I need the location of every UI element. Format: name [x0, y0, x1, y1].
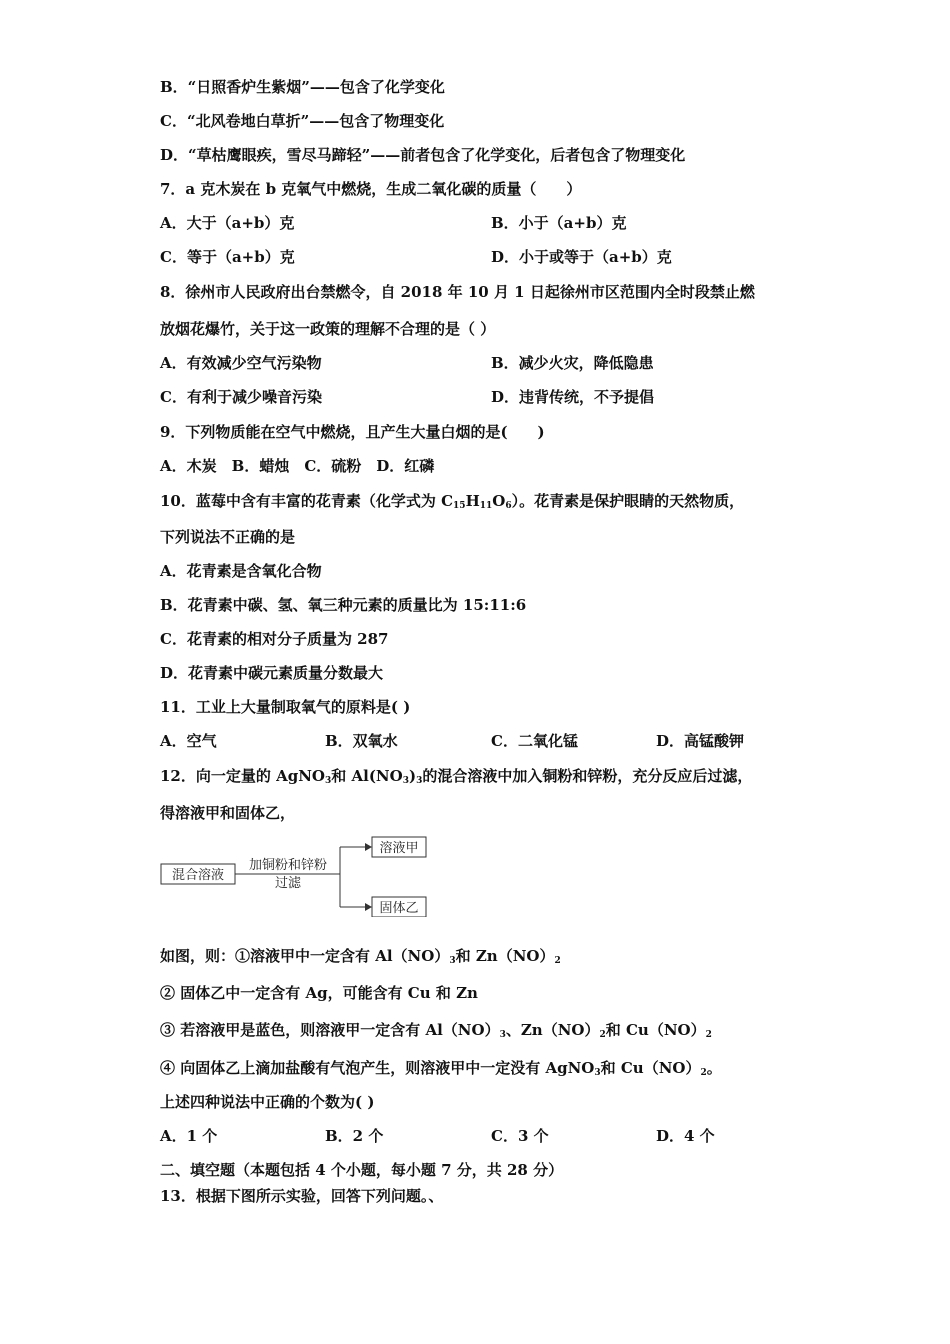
q11-stem: 11．工业上大量制取氧气的原料是( ) [160, 698, 411, 716]
q7-stem: 7．a 克木炭在 b 克氧气中燃烧，生成二氧化碳的质量（ ） [160, 180, 582, 198]
q10-stem-line-1: 10．蓝莓中含有丰富的花青素（化学式为 $C_{15}H_{11}O_6$）。花青素是保护眼睛的天然物质， [160, 492, 745, 511]
q12-stem-line-1: 12．向一定量的 AgNO$_3$和 $Al(NO_3)_3$的混合溶液中加入铜粉和锌粉，充分反应后过滤， [160, 767, 753, 786]
q11-option-d: D．高锰酸钾 [656, 732, 745, 750]
q8-option-a: A．有效减少空气污染物 [160, 354, 322, 372]
section-heading-fill-in: 二、填空题（本题包括 4 个小题，每小题 7 分，共 28 分） [160, 1161, 564, 1179]
q8-stem-line-1: 8．徐州市人民政府出台禁燃令，自 2018 年 10 月 1 日起徐州市区范围内全时段禁止燃 [160, 283, 755, 301]
q12-statement-4: ④ 向固体乙上滴加盐酸有气泡产生，则溶液甲中一定没有 AgNO$_3$和 $Cu(NO)_2$。 [160, 1059, 722, 1078]
q6-option-c: C．“北风卷地白草折”——包含了物理变化 [160, 112, 445, 130]
box-solid-b-label: 固体乙 [379, 901, 419, 916]
arrow-label-add-powders: 加铜粉和锌粉 [248, 858, 328, 873]
q12-flow-diagram [160, 833, 430, 917]
q6-option-b: B．“日照香炉生紫烟”——包含了化学变化 [160, 78, 445, 96]
box-solution-a-label: 溶液甲 [379, 841, 419, 856]
q12-stem-line-2: 得溶液甲和固体乙， [160, 804, 296, 822]
q8-option-b: B．减少火灾，降低隐患 [491, 354, 654, 372]
q7-option-row-2 [160, 247, 672, 267]
q9-options: A．木炭 B．蜡烛 C．硫粉 D．红磷 [160, 457, 435, 475]
q9-stem: 9．下列物质能在空气中燃烧，且产生大量白烟的是( ) [160, 423, 545, 441]
q12-option-c: C．3 个 [491, 1127, 549, 1145]
q7-option-d: D．小于或等于（a+b）克 [491, 248, 672, 266]
q12-options [160, 1126, 715, 1146]
q8-option-row-2 [160, 387, 655, 407]
q7-option-b: B．小于（a+b）克 [491, 214, 627, 232]
box-mixed-solution-label: 混合溶液 [171, 868, 225, 883]
q8-option-d: D．违背传统，不予提倡 [491, 388, 655, 406]
q11-option-a: A．空气 [160, 732, 217, 750]
q7-option-a: A．大于（a+b）克 [160, 214, 295, 232]
q12-option-a: A．1 个 [160, 1127, 218, 1145]
q7-option-c: C．等于（a+b）克 [160, 248, 295, 266]
q13-stem: 13．根据下图所示实验，回答下列问题。、 [160, 1187, 444, 1205]
arrow-head-top [365, 843, 372, 851]
q11-option-b: B．双氧水 [325, 732, 398, 750]
q12-statement-3: ③ 若溶液甲是蓝色，则溶液甲一定含有 $Al(NO)_3$、$Zn(NO)_2$和 $Cu(NO)_2$ [160, 1021, 712, 1040]
arrow-head-bottom [365, 903, 372, 911]
q12-statement-1: 如图，则：①溶液甲中一定含有 $Al(NO)_3$和 $Zn(NO)_2$ [160, 947, 561, 966]
q8-option-row-1 [160, 353, 654, 373]
q11-option-c: C．二氧化锰 [491, 732, 578, 750]
arrow-label-filter: 过滤 [274, 876, 302, 891]
q7-option-row-1 [160, 213, 627, 233]
q12-statement-2: ② 固体乙中一定含有 Ag，可能含有 Cu 和 Zn [160, 984, 478, 1002]
q10-option-d: D．花青素中碳元素质量分数最大 [160, 664, 384, 682]
q12-option-b: B．2 个 [325, 1127, 384, 1145]
q12-option-d: D．4 个 [656, 1127, 715, 1145]
q11-options [160, 731, 745, 751]
q12-stem-line-3: 上述四种说法中正确的个数为( ) [160, 1093, 375, 1111]
q10-option-c: C．花青素的相对分子质量为 287 [160, 630, 389, 648]
q10-option-b: B．花青素中碳、氢、氧三种元素的质量比为 15:11:6 [160, 596, 527, 614]
q6-option-d: D．“草枯鹰眼疾，雪尽马蹄轻”——前者包含了化学变化，后者包含了物理变化 [160, 146, 686, 164]
q10-stem-line-2: 下列说法不正确的是 [160, 528, 296, 546]
q10-option-a: A．花青素是含氧化合物 [160, 562, 322, 580]
q8-option-c: C．有利于减少噪音污染 [160, 388, 322, 406]
q8-stem-line-2: 放烟花爆竹，关于这一政策的理解不合理的是（ ） [160, 320, 496, 338]
